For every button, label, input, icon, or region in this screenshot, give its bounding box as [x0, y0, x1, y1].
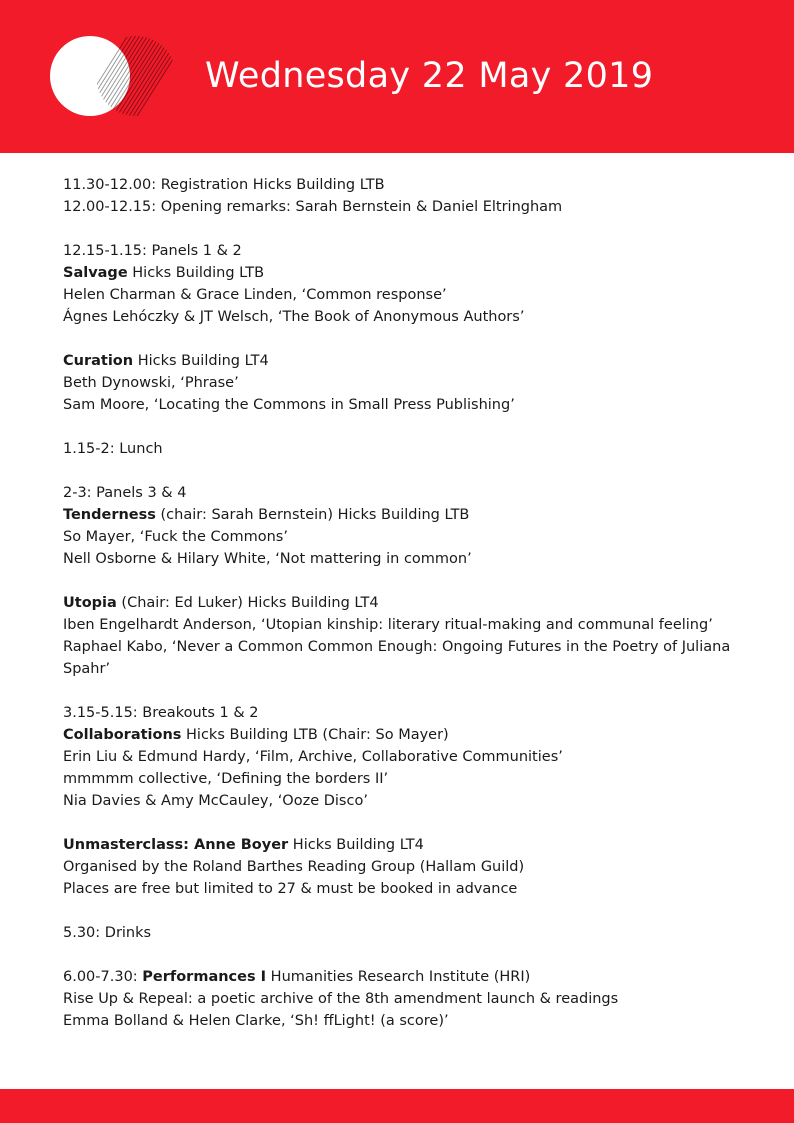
- talk: Ágnes Lehóczky & JT Welsch, ‘The Book of Anonymous Authors’: [63, 309, 525, 325]
- session-location: (Chair: Ed Luker) Hicks Building LT4: [116, 595, 379, 611]
- lunch: 1.15-2: Lunch: [63, 441, 163, 457]
- talk: Rise Up & Repeal: a poetic archive of the 8th amendment launch & readings: [63, 991, 619, 1007]
- session-name: Unmasterclass: Anne Boyer: [63, 837, 289, 853]
- talk: Sam Moore, ‘Locating the Commons in Small Press Publishing’: [63, 397, 515, 413]
- session-location: Hicks Building LTB (Chair: So Mayer): [181, 727, 449, 743]
- session-name: Performances I: [142, 969, 267, 985]
- talk: So Mayer, ‘Fuck the Commons’: [63, 529, 288, 545]
- talk: Nell Osborne & Hilary White, ‘Not mattering in common’: [63, 551, 472, 567]
- panels-3-4-time: 2-3: Panels 3 & 4: [63, 485, 187, 501]
- talk: Erin Liu & Edmund Hardy, ‘Film, Archive, Collaborative Communities’: [63, 749, 563, 765]
- session-unmasterclass: [63, 834, 763, 856]
- header-banner: [0, 0, 794, 153]
- session-location: Humanities Research Institute (HRI): [266, 969, 531, 985]
- talk: Nia Davies & Amy McCauley, ‘Ooze Disco’: [63, 793, 368, 809]
- registration: 11.30-12.00: Registration Hicks Building LTB: [63, 177, 385, 193]
- session-time: 6.00-7.30:: [63, 969, 143, 985]
- session-location: Hicks Building LT4: [288, 837, 424, 853]
- talk: Raphael Kabo, ‘Never a Common Common Enough: Ongoing Futures in the Poetry of Juliana Spahr’: [63, 639, 731, 677]
- session-performances: [63, 966, 763, 988]
- session-location: Hicks Building LT4: [133, 353, 269, 369]
- talk: Emma Bolland & Helen Clarke, ‘Sh! ffLight! (a score)’: [63, 1013, 449, 1029]
- session-name: Collaborations: [63, 727, 182, 743]
- session-name: Tenderness: [63, 507, 156, 523]
- talk: mmmmm collective, ‘Defining the borders II’: [63, 771, 389, 787]
- note: Organised by the Roland Barthes Reading Group (Hallam Guild): [63, 859, 525, 875]
- note: Places are free but limited to 27 & must be booked in advance: [63, 881, 518, 897]
- talk: Iben Engelhardt Anderson, ‘Utopian kinship: literary ritual-making and communal feeling’: [63, 617, 713, 633]
- panels-1-2-time: 12.15-1.15: Panels 1 & 2: [63, 243, 242, 259]
- footer-banner: [0, 1089, 794, 1123]
- talk: Beth Dynowski, ‘Phrase’: [63, 375, 239, 391]
- session-name: Salvage: [63, 265, 128, 281]
- talk: Helen Charman & Grace Linden, ‘Common response’: [63, 287, 447, 303]
- session-salvage: [63, 262, 763, 284]
- session-tenderness: [63, 504, 763, 526]
- session-location: Hicks Building LTB: [127, 265, 265, 281]
- opening-remarks: 12.00-12.15: Opening remarks: Sarah Bernstein & Daniel Eltringham: [63, 199, 563, 215]
- session-location: (chair: Sarah Bernstein) Hicks Building LTB: [155, 507, 470, 523]
- session-collaborations: [63, 724, 763, 746]
- schedule: [63, 174, 763, 1032]
- session-name: Curation: [63, 353, 134, 369]
- page-title: Wednesday 22 May 2019: [205, 56, 654, 96]
- drinks: 5.30: Drinks: [63, 925, 152, 941]
- breakouts-time: 3.15-5.15: Breakouts 1 & 2: [63, 705, 259, 721]
- session-curation: [63, 350, 763, 372]
- logo-icon: [48, 34, 176, 118]
- session-utopia: [63, 592, 763, 614]
- session-name: Utopia: [63, 595, 117, 611]
